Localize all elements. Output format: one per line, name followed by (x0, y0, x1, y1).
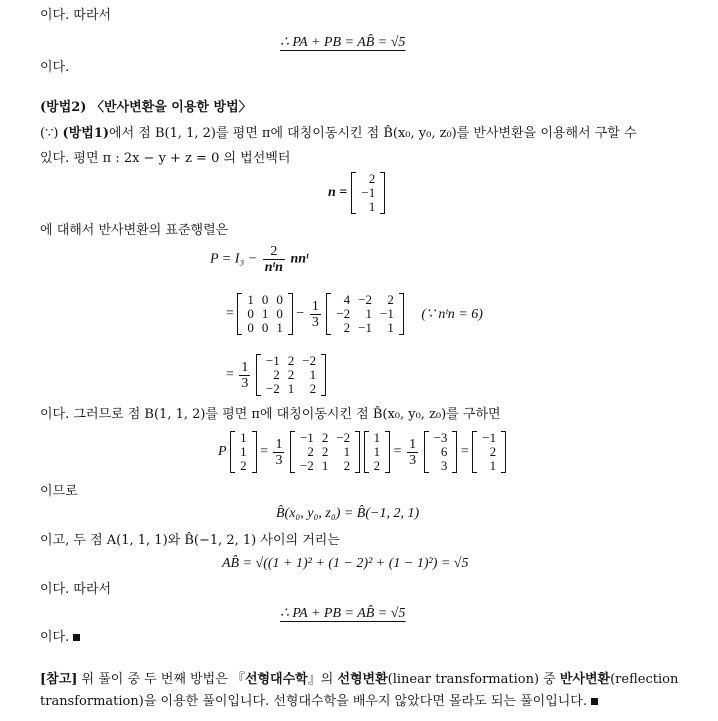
normal-vector (351, 172, 385, 214)
vector-entry: 2 (368, 171, 376, 186)
fraction-denominator: 3 (409, 452, 417, 468)
equals-sign: = (460, 444, 469, 459)
matrix-expansion (226, 293, 483, 335)
point-b-vector (230, 431, 257, 473)
fraction-numerator: 1 (241, 359, 249, 375)
matrix-entry: −2 (358, 292, 372, 307)
method1-ref: (방법1) (62, 126, 110, 141)
matrix-entry: 2 (321, 444, 329, 459)
matrix-entry: −2 (336, 306, 351, 321)
normal-vector-equation (328, 172, 385, 214)
reflection-matrix-result (226, 354, 326, 396)
fraction-denominator: 3 (241, 375, 249, 391)
matrix-entry: 2 (307, 444, 314, 459)
paragraph-text: 에서 점 B(1, 1, 2)를 평면 π에 대칭이동시킨 점 B̂(x₀, y₀, z₀)를 반사변환을 이용해서 구할 수 (109, 126, 637, 141)
matrix-entry: −1 (380, 306, 394, 321)
term-linear-transformation: 선형변환 (337, 672, 388, 687)
note-text: (reflection (610, 672, 679, 687)
matrix-entry: −2 (299, 458, 314, 473)
intermediate-vector (424, 431, 458, 473)
identity-matrix (237, 293, 293, 335)
vector-entry: −1 (361, 185, 376, 200)
end-of-proof-icon (73, 634, 80, 641)
note-line-2 (40, 692, 598, 712)
note-text: 』의 (307, 672, 338, 687)
equals-sign: = (260, 444, 268, 459)
vector-entry: −3 (433, 430, 448, 445)
paragraph: 이고, 두 점 A(1, 1, 1)와 B̂(−1, 2, 1) 사이의 거리는 (40, 533, 340, 548)
matrix-entry: −1 (358, 320, 372, 335)
matrix-entry: 2 (273, 367, 280, 382)
because-note: (∵ nᵗn = 6) (421, 306, 483, 322)
end-of-note-icon (591, 698, 598, 705)
matrix-entry: 1 (287, 381, 295, 396)
matrix-entry: −2 (302, 353, 317, 368)
text-line: 이다. 따라서 (40, 8, 112, 23)
matrix-entry: 0 (247, 306, 254, 321)
reflection-computation (218, 431, 506, 473)
matrix-entry: 1 (343, 444, 351, 459)
vector-entry: 2 (373, 458, 381, 473)
matrix-nnt (326, 293, 404, 335)
note-text: (linear transformation) 중 (387, 672, 560, 687)
vector-entry: 1 (373, 430, 381, 445)
matrix-entry: 2 (321, 430, 329, 445)
matrix-entry: 4 (343, 292, 351, 307)
matrix-entry: 1 (321, 458, 329, 473)
equals-sign: = (226, 367, 234, 382)
vector-entry: 1 (240, 444, 247, 459)
fraction-numerator: 2 (263, 244, 285, 260)
matrix-entry: 1 (276, 320, 283, 335)
matrix-entry: 2 (343, 458, 351, 473)
section-heading: (방법2) 〈반사변환을 이용한 방법〉 (40, 100, 252, 115)
paragraph (40, 628, 80, 648)
fraction (263, 244, 285, 275)
matrix-entry: 2 (287, 353, 295, 368)
fraction-numerator: 1 (409, 436, 417, 452)
note-label: [참고] (40, 672, 78, 687)
note-text: transformation)을 이용한 풀이입니다. 선형대수학을 배우지 않았다면 몰라도 되는 풀이입니다. (40, 694, 587, 709)
paragraph: 이므로 (40, 484, 78, 499)
matrix-entry: 2 (287, 367, 295, 382)
formula-tail: nnᵗ (290, 251, 309, 267)
matrix-entry: 0 (261, 292, 269, 307)
equation-conclusion-1: ∴ PA + PB = AB̂ = √5 (280, 35, 406, 50)
reflection-matrix-formula (210, 244, 309, 275)
fraction-denominator: 3 (275, 452, 283, 468)
fraction-one-third (239, 360, 250, 391)
reflection-matrix (256, 354, 326, 396)
paragraph (40, 124, 637, 144)
equals-sign: = (393, 444, 402, 459)
fraction-denominator: nᵗn (264, 260, 283, 275)
paragraph: 이다. 따라서 (40, 582, 112, 597)
fraction-one-third (407, 437, 418, 468)
result-vector (472, 431, 506, 473)
equation-conclusion-2: ∴ PA + PB = AB̂ = √5 (280, 606, 406, 621)
note-line-1 (40, 670, 678, 690)
normal-label: n = (328, 185, 348, 200)
matrix-entry: −1 (265, 353, 280, 368)
matrix-entry: 0 (276, 292, 283, 307)
vector-entry: 1 (368, 199, 376, 214)
vector-entry: 1 (489, 458, 497, 473)
term-reflection: 반사변환 (559, 672, 611, 687)
equation-bhat: B̂(x₀, y₀, z₀) = B̂(−1, 2, 1) (276, 506, 420, 521)
fraction-denominator: 3 (311, 314, 319, 330)
reflection-matrix (290, 431, 360, 473)
matrix-entry: 0 (261, 320, 269, 335)
paragraph: 있다. 평면 π : 2x − y + z = 0 의 법선벡터 (40, 151, 291, 166)
equals-sign: = (226, 306, 234, 321)
paragraph: 에 대해서 반사변환의 표준행렬은 (40, 223, 229, 238)
fraction-numerator: 1 (275, 436, 283, 452)
matrix-entry: −2 (265, 381, 280, 396)
matrix-entry: 0 (276, 306, 283, 321)
minus-sign: − (296, 306, 305, 321)
matrix-entry: −1 (299, 430, 314, 445)
fraction-one-third (273, 437, 284, 468)
matrix-entry: 2 (309, 381, 317, 396)
text-line: 이다. (40, 60, 70, 75)
note-text: 위 풀이 중 두 번째 방법은 『 (77, 672, 245, 687)
fraction-numerator: 1 (311, 298, 319, 314)
equation-distance: AB̂ = √((1 + 1)² + (1 − 2)² + (1 − 1)²) = √5 (222, 556, 469, 571)
matrix-entry: 1 (365, 306, 372, 321)
matrix-entry: 1 (309, 367, 317, 382)
vector-entry: 3 (440, 458, 448, 473)
book-title: 선형대수학 (244, 672, 308, 687)
because-symbol: (∵) (40, 126, 63, 141)
point-b-vector (364, 431, 391, 473)
matrix-entry: 1 (387, 320, 394, 335)
matrix-entry: 1 (261, 306, 269, 321)
matrix-entry: 1 (247, 292, 254, 307)
vector-entry: 2 (489, 444, 497, 459)
vector-entry: 1 (373, 444, 381, 459)
matrix-entry: 0 (247, 320, 254, 335)
vector-entry: −1 (482, 430, 497, 445)
vector-entry: 1 (240, 430, 247, 445)
matrix-entry: 2 (343, 320, 351, 335)
vector-entry: 6 (440, 444, 448, 459)
formula-lhs: P = I₃ − (210, 251, 258, 267)
matrix-entry: −2 (336, 430, 351, 445)
paragraph-text: 이다. (40, 630, 70, 645)
matrix-entry: 2 (387, 292, 394, 307)
vector-entry: 2 (240, 458, 247, 473)
fraction-one-third (310, 299, 321, 330)
paragraph: 이다. 그러므로 점 B(1, 1, 2)를 평면 π에 대칭이동시킨 점 B̂(x₀, y₀, z₀)를 구하면 (40, 407, 501, 422)
matrix-label-p: P (218, 444, 227, 459)
